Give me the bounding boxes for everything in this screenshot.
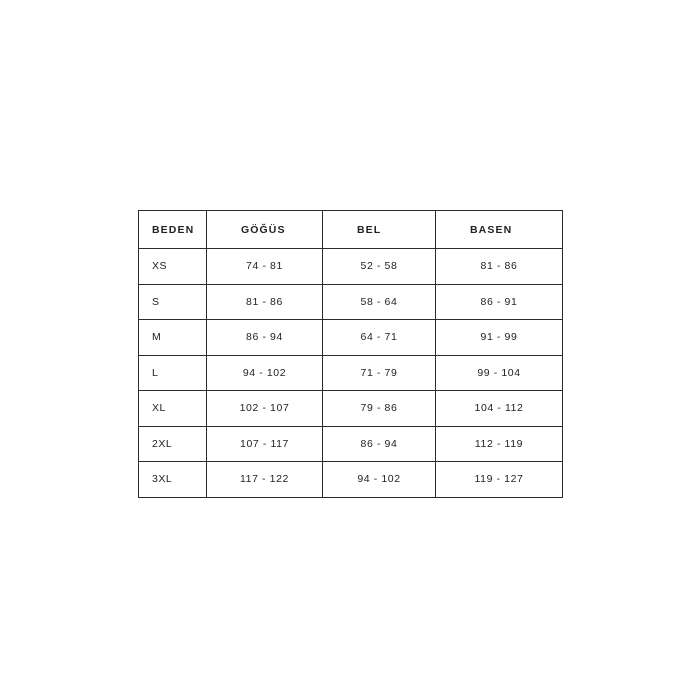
- column-header-beden: BEDEN: [139, 211, 207, 249]
- cell-bel: 86 - 94: [323, 426, 436, 462]
- table-row: [139, 426, 563, 462]
- cell-gogus: 107 - 117: [207, 426, 323, 462]
- table-header: [139, 211, 563, 249]
- cell-size: S: [139, 284, 207, 320]
- cell-gogus: 117 - 122: [207, 462, 323, 498]
- table-header-row: [139, 211, 563, 249]
- size-chart-container: [138, 210, 562, 498]
- cell-gogus: 81 - 86: [207, 284, 323, 320]
- cell-basen: 91 - 99: [436, 320, 563, 356]
- cell-basen: 81 - 86: [436, 249, 563, 285]
- cell-bel: 79 - 86: [323, 391, 436, 427]
- table-row: [139, 284, 563, 320]
- cell-gogus: 74 - 81: [207, 249, 323, 285]
- table-body: [139, 249, 563, 498]
- table-row: [139, 355, 563, 391]
- column-header-gogus: GÖĞÜS: [207, 211, 323, 249]
- table-row: [139, 391, 563, 427]
- cell-basen: 119 - 127: [436, 462, 563, 498]
- column-header-bel: BEL: [323, 211, 436, 249]
- cell-bel: 52 - 58: [323, 249, 436, 285]
- cell-basen: 112 - 119: [436, 426, 563, 462]
- cell-bel: 58 - 64: [323, 284, 436, 320]
- cell-size: 2XL: [139, 426, 207, 462]
- cell-gogus: 86 - 94: [207, 320, 323, 356]
- table-row: [139, 462, 563, 498]
- cell-basen: 99 - 104: [436, 355, 563, 391]
- table-row: [139, 249, 563, 285]
- cell-bel: 64 - 71: [323, 320, 436, 356]
- cell-size: L: [139, 355, 207, 391]
- table-row: [139, 320, 563, 356]
- cell-size: XS: [139, 249, 207, 285]
- cell-basen: 104 - 112: [436, 391, 563, 427]
- size-chart-table: [138, 210, 563, 498]
- cell-gogus: 102 - 107: [207, 391, 323, 427]
- cell-size: M: [139, 320, 207, 356]
- cell-size: XL: [139, 391, 207, 427]
- cell-bel: 71 - 79: [323, 355, 436, 391]
- cell-gogus: 94 - 102: [207, 355, 323, 391]
- cell-size: 3XL: [139, 462, 207, 498]
- cell-basen: 86 - 91: [436, 284, 563, 320]
- cell-bel: 94 - 102: [323, 462, 436, 498]
- column-header-basen: BASEN: [436, 211, 563, 249]
